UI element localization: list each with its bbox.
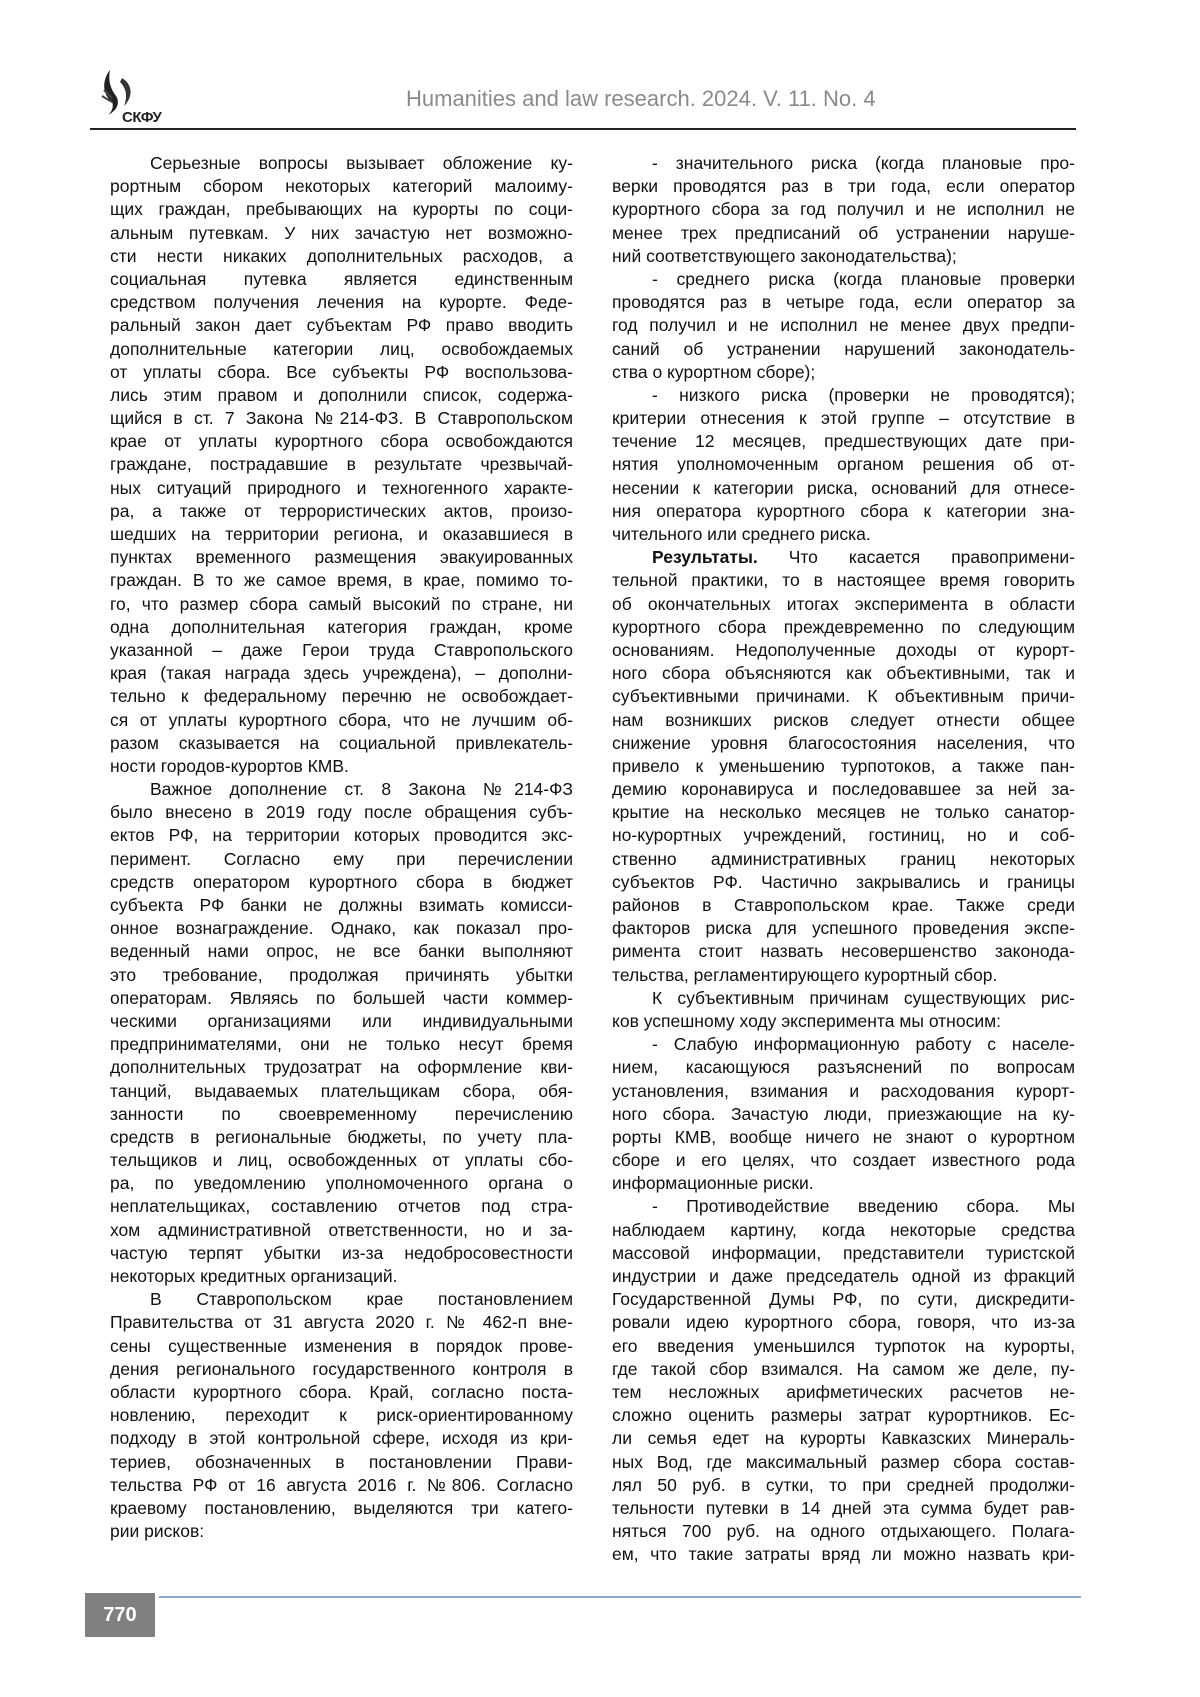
text-line [612, 593, 1075, 616]
text-line [612, 755, 1075, 778]
text-line [110, 709, 573, 732]
text-line [110, 964, 573, 987]
text-line [110, 407, 573, 430]
text-line [612, 1056, 1075, 1079]
text-line [110, 268, 573, 291]
text-line [612, 801, 1075, 824]
text-line [612, 917, 1075, 940]
line-text: - Слабую информационную работу с населе- [652, 1034, 1075, 1054]
line-text: об окончательных итогах эксперимента в области [612, 594, 1075, 614]
line-text: онное вознаграждение. Однако, как показал про- [110, 918, 573, 938]
line-text: альным путевкам. У них зачастую нет возможно- [110, 223, 573, 243]
line-text: крае от уплаты курортного сбора освобождаются [110, 431, 573, 451]
text-line [110, 175, 573, 198]
text-line [612, 1520, 1075, 1543]
text-line [612, 964, 1075, 987]
line-text: тем несложных арифметических расчетов не- [612, 1382, 1075, 1402]
text-line [110, 1126, 573, 1149]
line-text: граждан. В то же самое время, в крае, помимо то- [110, 570, 573, 590]
text-line [110, 1358, 573, 1381]
text-line [612, 1265, 1075, 1288]
text-line [612, 848, 1075, 871]
text-line [612, 1404, 1075, 1427]
line-text: ра, а также от террористических актов, произо- [110, 501, 573, 521]
line-text: дополнительных трудозатрат на оформление кви- [110, 1057, 573, 1077]
line-text: информационные риски. [612, 1173, 814, 1193]
line-text: Правительства от 31 августа 2020 г. № 462-п вне- [110, 1312, 573, 1332]
text-line [612, 1381, 1075, 1404]
line-text: Что касается правопримени- [758, 547, 1075, 567]
line-text: ний соответствующего законодательства); [612, 246, 957, 266]
text-line [612, 1451, 1075, 1474]
line-text: К субъективным причинам существующих рис- [652, 988, 1075, 1008]
line-text: год получил и не исполнил не менее двух предпи- [612, 315, 1075, 335]
text-line [612, 894, 1075, 917]
line-text: критерии отнесения к этой группе – отсутствие в [612, 408, 1075, 428]
text-line [612, 824, 1075, 847]
line-text: - Противодействие введению сбора. Мы [652, 1196, 1075, 1216]
text-line [110, 940, 573, 963]
text-line [612, 1311, 1075, 1334]
text-line [110, 1497, 573, 1520]
text-line [110, 1033, 573, 1056]
text-line [110, 1103, 573, 1126]
line-text: одна дополнительная категория граждан, кроме [110, 617, 573, 637]
text-line [110, 871, 573, 894]
footer-divider [159, 1596, 1081, 1598]
line-text: Серьезные вопросы вызывает обложение ку- [150, 153, 573, 173]
line-text: субъекта РФ банки не должны взимать комисси- [110, 895, 573, 915]
text-line [110, 616, 573, 639]
line-text: операторам. Являясь по большей части коммер- [110, 988, 573, 1008]
line-text: ков успешному ходу эксперимента мы относим: [612, 1011, 1001, 1031]
line-text: ем, что такие затраты вряд ли можно назвать кри- [612, 1544, 1075, 1564]
text-line [110, 546, 573, 569]
text-line [110, 1381, 573, 1404]
text-line [612, 1195, 1075, 1218]
text-line [110, 639, 573, 662]
line-text: Государственной Думы РФ, по сути, дискредити- [612, 1289, 1075, 1309]
line-text: области курортного сбора. Край, согласно поста- [110, 1382, 573, 1402]
text-line [110, 824, 573, 847]
text-line [110, 1288, 573, 1311]
line-text: го, что размер сбора самый высокий по стране, ни [110, 594, 573, 614]
text-line [110, 1080, 573, 1103]
text-line [110, 1149, 573, 1172]
line-text: занности по своевременному перечислению [110, 1104, 573, 1124]
text-line [612, 1010, 1075, 1033]
text-line [612, 500, 1075, 523]
line-text: привело к уменьшению турпотоков, а также пан- [612, 756, 1075, 776]
text-line [612, 384, 1075, 407]
line-text: ния оператора курортного сбора к категории зна- [612, 501, 1075, 521]
text-line [612, 152, 1075, 175]
line-text: несении к категории риска, оснований для отнесе- [612, 478, 1075, 498]
journal-title: Humanities and law research. 2024. V. 11. No. 4 [406, 86, 876, 112]
line-text: массовой информации, представители туристской [612, 1243, 1075, 1263]
line-text: факторов риска для успешного проведения экспе- [612, 918, 1075, 938]
line-text: няться 700 руб. на одного отдыхающего. Полага- [612, 1521, 1075, 1541]
text-line [612, 291, 1075, 314]
text-line [110, 1404, 573, 1427]
text-line [612, 732, 1075, 755]
text-line [612, 175, 1075, 198]
text-line [110, 361, 573, 384]
text-line [110, 685, 573, 708]
line-text: римента стоит назвать несовершенство законода- [612, 941, 1075, 961]
text-line [612, 477, 1075, 500]
line-text: средств оператором курортного сбора в бюджет [110, 872, 573, 892]
line-text: ся от уплаты курортного сбора, что не лучшим об- [110, 710, 573, 730]
line-text: пунктах временного размещения эвакуированных [110, 547, 573, 567]
line-text: где такой сбор взимался. На самом же деле, пу- [612, 1359, 1075, 1379]
text-line [110, 662, 573, 685]
text-line [612, 1427, 1075, 1450]
left-column [110, 152, 573, 1543]
line-text: указанной – даже Герои труда Ставропольского [110, 640, 573, 660]
text-line [110, 245, 573, 268]
text-line [612, 222, 1075, 245]
text-line [110, 848, 573, 871]
line-text: ственно административных границ некоторых [612, 849, 1075, 869]
text-line [612, 1126, 1075, 1149]
line-text: хом административной ответственности, но и за- [110, 1220, 573, 1240]
line-text: саний об устранении нарушений законодатель- [612, 339, 1075, 359]
line-text: частую терпят убытки из-за недобросовестности [110, 1243, 573, 1263]
text-line [612, 361, 1075, 384]
line-text: лись этим правом и дополнили список, содержа- [110, 385, 573, 405]
text-line [612, 338, 1075, 361]
text-line [612, 940, 1075, 963]
line-text: тельства РФ от 16 августа 2016 г. №806. Согласно [110, 1475, 573, 1495]
line-text: ных ситуаций природного и техногенного характе- [110, 478, 573, 498]
line-text: курортного сбора преждевременно по следующим [612, 617, 1075, 637]
line-text: неплательщиках, составлению отчетов под стра- [110, 1196, 573, 1216]
line-text: рии рисков: [110, 1521, 204, 1541]
text-line [110, 314, 573, 337]
text-line [612, 407, 1075, 430]
text-line [110, 778, 573, 801]
text-line [110, 222, 573, 245]
line-text: нятия уполномоченным органом решения об от- [612, 454, 1075, 474]
line-text: веденный нами опрос, не все банки выполняют [110, 941, 573, 961]
line-text: но-курортных учреждений, гостиниц, но и соб- [612, 825, 1075, 845]
line-text: наблюдаем картину, когда некоторые средства [612, 1220, 1075, 1240]
line-text: ности городов-курортов КМВ. [110, 756, 349, 776]
text-line [612, 523, 1075, 546]
text-line [110, 593, 573, 616]
line-text: средством получения лечения на курорте. Феде- [110, 292, 573, 312]
line-text: нам возникших рисков следует отнести общее [612, 710, 1075, 730]
header-divider [90, 128, 1076, 130]
text-line [110, 1242, 573, 1265]
line-text: перимент. Согласно ему при перечислении [110, 849, 573, 869]
text-line [612, 1219, 1075, 1242]
line-text: - низкого риска (проверки не проводятся); [652, 385, 1075, 405]
page-number: 770 [85, 1593, 155, 1637]
line-text: субъективными причинами. К объективным причи- [612, 686, 1075, 706]
text-line [110, 1265, 573, 1288]
line-text: ральный закон дает субъектам РФ право вводить [110, 315, 573, 335]
line-text: тельности путевки в 14 дней эта сумма будет рав- [612, 1498, 1075, 1518]
text-line [110, 152, 573, 175]
text-line [612, 709, 1075, 732]
line-text: его введения уменьшился турпоток на курорты, [612, 1336, 1075, 1356]
line-text: некоторых кредитных организаций. [110, 1266, 398, 1286]
text-line [612, 314, 1075, 337]
text-line [110, 430, 573, 453]
text-line [612, 1497, 1075, 1520]
line-text: менее трех предписаний об устранении наруше- [612, 223, 1075, 243]
text-line [612, 662, 1075, 685]
line-text: тельно к федеральному перечню не освобождает- [110, 686, 573, 706]
line-text: рорты КМВ, вообще ничего не знают о курортном [612, 1127, 1075, 1147]
line-text: средств в региональные бюджеты, по учету пла- [110, 1127, 573, 1147]
text-line [110, 894, 573, 917]
text-line [110, 1056, 573, 1079]
line-text: чительного или среднего риска. [612, 524, 871, 544]
text-line [110, 917, 573, 940]
text-line [612, 1358, 1075, 1381]
text-line [612, 1149, 1075, 1172]
line-text: основаниям. Недополученные доходы от курорт- [612, 640, 1075, 660]
line-text: рортным сбором некоторых категорий малоиму- [110, 176, 573, 196]
line-text: Важное дополнение ст. 8 Закона №214-ФЗ [150, 779, 573, 799]
text-line [612, 1288, 1075, 1311]
line-text: ра, по уведомлению уполномоченного органа о [110, 1173, 573, 1193]
text-line [612, 616, 1075, 639]
line-text: крытие на несколько месяцев не только санатор- [612, 802, 1075, 822]
text-line [612, 268, 1075, 291]
line-text: установления, взимания и расходования курорт- [612, 1081, 1075, 1101]
line-text: - значительного риска (когда плановые про- [652, 153, 1075, 173]
text-line [110, 801, 573, 824]
text-line [110, 987, 573, 1010]
text-line [612, 546, 1075, 569]
line-text: тельной практики, то в настоящее время говорить [612, 570, 1075, 590]
text-line [612, 1080, 1075, 1103]
text-line [612, 871, 1075, 894]
text-line [110, 1427, 573, 1450]
text-line [110, 338, 573, 361]
line-text: проводятся раз в четыре года, если оператор за [612, 292, 1075, 312]
text-line [612, 430, 1075, 453]
text-line [612, 1033, 1075, 1056]
line-text: дения регионального государственного контроля в [110, 1359, 573, 1379]
line-text: краевому постановлению, выделяются три катего- [110, 1498, 573, 1518]
text-line [110, 1311, 573, 1334]
line-text: щих граждан, пребывающих на курорты по соци- [110, 199, 573, 219]
line-text: граждане, пострадавшие в результате чрезвычай- [110, 454, 573, 474]
logo-text: СКФУ [122, 109, 161, 126]
line-text: сти нести никаких дополнительных расходов, а [110, 246, 573, 266]
text-line [110, 384, 573, 407]
text-line [110, 1010, 573, 1033]
text-line [612, 639, 1075, 662]
text-line [110, 1520, 573, 1543]
text-line [110, 1335, 573, 1358]
text-line [612, 1543, 1075, 1566]
line-text: В Ставропольском крае постановлением [150, 1289, 573, 1309]
line-text: субъектов РФ. Частично закрывались и границы [612, 872, 1075, 892]
line-text: ных Вод, где максимальный размер сбора состав- [612, 1452, 1075, 1472]
text-line [110, 477, 573, 500]
line-text: ектов РФ, на территории которых проводится экс- [110, 825, 573, 845]
text-line [110, 1474, 573, 1497]
line-text: индустрии и даже председатель одной из фракций [612, 1266, 1075, 1286]
text-line [110, 569, 573, 592]
line-text: социальная путевка является единственным [110, 269, 573, 289]
line-text: районов в Ставропольском крае. Также среди [612, 895, 1075, 915]
text-line [612, 245, 1075, 268]
line-text: ли семья едет на курорты Кавказских Минераль- [612, 1428, 1075, 1448]
university-logo [100, 68, 180, 128]
line-text: разом сказывается на социальной привлекатель- [110, 733, 573, 753]
line-text: териев, обозначенных в постановлении Прави- [110, 1452, 573, 1472]
line-text: подходу в этой контрольной сфере, исходя из кри- [110, 1428, 573, 1448]
line-text: щийся в ст. 7 Закона №214-ФЗ. В Ставропольском [110, 408, 573, 428]
line-text: это требование, продолжая причинять убытки [110, 965, 573, 985]
line-text: сложно оценить размеры затрат курортников. Ес- [612, 1405, 1075, 1425]
text-line [612, 685, 1075, 708]
text-line [612, 198, 1075, 221]
text-line [612, 1103, 1075, 1126]
line-text: новлению, переходит к риск-ориентированному [110, 1405, 573, 1425]
line-text: демию коронавируса и последовавшее за ней за- [612, 779, 1075, 799]
text-line [110, 1451, 573, 1474]
section-heading: Результаты. [652, 547, 758, 567]
line-text: нием, касающуюся разъяснений по вопросам [612, 1057, 1075, 1077]
text-line [110, 1172, 573, 1195]
line-text: ровали идею курортного сбора, говоря, что из-за [612, 1312, 1075, 1332]
line-text: предпринимателями, они не только несут бремя [110, 1034, 573, 1054]
line-text: сены существенные изменения в порядок прове- [110, 1336, 573, 1356]
text-line [612, 1172, 1075, 1195]
text-line [612, 778, 1075, 801]
text-line [612, 1335, 1075, 1358]
text-line [612, 1474, 1075, 1497]
text-line [612, 569, 1075, 592]
line-text: тельства, регламентирующего курортный сбор. [612, 965, 997, 985]
text-line [110, 755, 573, 778]
text-line [110, 523, 573, 546]
line-text: сборе и его целях, что создает известного рода [612, 1150, 1075, 1170]
right-column [612, 152, 1075, 1566]
line-text: края (такая награда здесь учреждена), – дополни- [110, 663, 573, 683]
line-text: танций, выдаваемых плательщикам сбора, обя- [110, 1081, 573, 1101]
line-text: - среднего риска (когда плановые проверки [652, 269, 1075, 289]
line-text: от уплаты сбора. Все субъекты РФ воспользова- [110, 362, 573, 382]
line-text: ческими организациями или индивидуальными [110, 1011, 573, 1031]
line-text: лял 50 руб. в сутки, то при средней продолжи- [612, 1475, 1075, 1495]
text-line [110, 1195, 573, 1218]
line-text: ного сбора объясняются как объективными, так и [612, 663, 1075, 683]
line-text: верки проводятся раз в три года, если оператор [612, 176, 1075, 196]
text-line [110, 453, 573, 476]
text-line [612, 453, 1075, 476]
line-text: дополнительные категории лиц, освобождаемых [110, 339, 573, 359]
line-text: курортного сбора за год получил и не исполнил не [612, 199, 1075, 219]
line-text: течение 12 месяцев, предшествующих дате при- [612, 431, 1075, 451]
text-line [110, 198, 573, 221]
text-line [110, 291, 573, 314]
text-line [612, 987, 1075, 1010]
line-text: шедших на территории региона, и оказавшиеся в [110, 524, 573, 544]
line-text: ного сбора. Зачастую люди, приезжающие на ку- [612, 1104, 1075, 1124]
text-line [612, 1242, 1075, 1265]
line-text: тельщиков и лиц, освобожденных от уплаты сбо- [110, 1150, 573, 1170]
text-line [110, 732, 573, 755]
line-text: снижение уровня благосостояния населения, что [612, 733, 1075, 753]
text-line [110, 500, 573, 523]
text-line [110, 1219, 573, 1242]
line-text: ства о курортном сборе); [612, 362, 815, 382]
line-text: было внесено в 2019 году после обращения субъ- [110, 802, 573, 822]
